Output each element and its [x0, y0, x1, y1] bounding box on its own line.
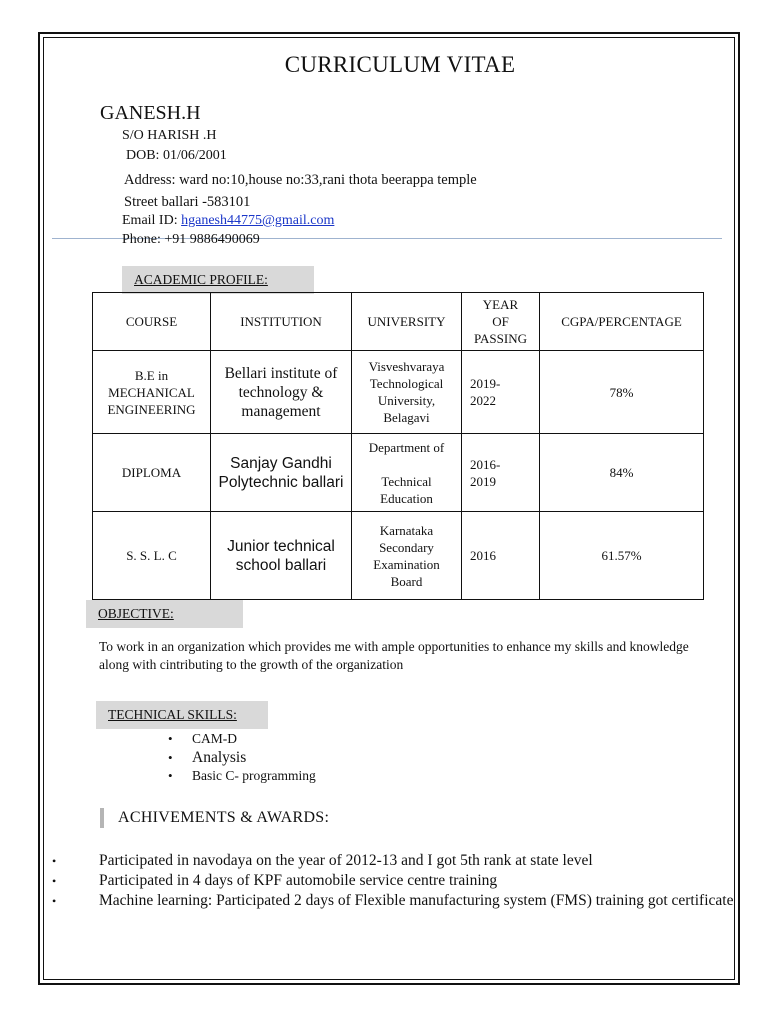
table-header-row [93, 293, 704, 351]
awards-list [52, 851, 742, 911]
course-cell: S. S. L. C [93, 512, 211, 600]
email-label: Email ID: [122, 213, 182, 228]
university-cell: Department of Technical Education [352, 434, 462, 512]
email-link[interactable]: hganesh44775@gmail.com [181, 213, 335, 228]
phone-number: Phone: +91 9886490069 [122, 232, 260, 247]
header-university: UNIVERSITY [352, 293, 462, 351]
objective-heading: OBJECTIVE: [86, 600, 243, 628]
list-item: • Analysis [168, 748, 316, 767]
institution-cell: Bellari institute of technology & management [211, 351, 352, 434]
list-item: • CAM-D [168, 730, 316, 748]
university-cell: Karnataka Secondary Examination Board [352, 512, 462, 600]
email-row [122, 213, 334, 229]
address-line-2: Street ballari -583101 [124, 194, 251, 210]
skills-list [168, 730, 316, 785]
score-cell: 84% [540, 434, 704, 512]
institution-cell: Sanjay Gandhi Polytechnic ballari [211, 434, 352, 512]
list-item: • Participated in 4 days of KPF automobile service centre training [52, 871, 742, 891]
header-year: YEAR OF PASSING [462, 293, 540, 351]
year-cell: 2016 [462, 512, 540, 600]
academic-profile-heading: ACADEMIC PROFILE: [122, 266, 314, 294]
score-cell: 61.57% [540, 512, 704, 600]
year-cell: 2019- 2022 [462, 351, 540, 434]
header-institution: INSTITUTION [211, 293, 352, 351]
header-score: CGPA/PERCENTAGE [540, 293, 704, 351]
score-cell: 78% [540, 351, 704, 434]
date-of-birth: DOB: 01/06/2001 [126, 148, 227, 163]
institution-cell: Junior technical school ballari [211, 512, 352, 600]
objective-text: To work in an organization which provides me with ample opportunities to enhance my skills and knowledge along with cintributing to the growth of the organization [99, 639, 689, 672]
course-cell: B.E in MECHANICAL ENGINEERING [93, 351, 211, 434]
course-cell: DIPLOMA [93, 434, 211, 512]
achievements-heading: ACHIVEMENTS & AWARDS: [118, 809, 330, 826]
list-item: • Participated in navodaya on the year of 2012-13 and I got 5th rank at state level [52, 851, 742, 871]
list-item: • Basic C- programming [168, 767, 316, 785]
year-cell: 2016- 2019 [462, 434, 540, 512]
university-cell: Visveshvaraya Technological University, Belagavi [352, 351, 462, 434]
header-course: COURSE [93, 293, 211, 351]
parent-name: S/O HARISH .H [122, 128, 217, 143]
address-line-1: Address: ward no:10,house no:33,rani thota beerappa temple [124, 172, 477, 188]
table-row [93, 434, 704, 512]
table-row [93, 351, 704, 434]
table-row [93, 512, 704, 600]
candidate-name: GANESH.H [100, 102, 201, 124]
list-item: • Machine learning: Participated 2 days of Flexible manufacturing system (FMS) training got certificate [52, 891, 742, 911]
academic-table [92, 292, 704, 600]
document-title: CURRICULUM VITAE [284, 52, 516, 77]
achievements-heading-marker [100, 808, 104, 828]
technical-skills-heading: TECHNICAL SKILLS: [96, 701, 268, 729]
